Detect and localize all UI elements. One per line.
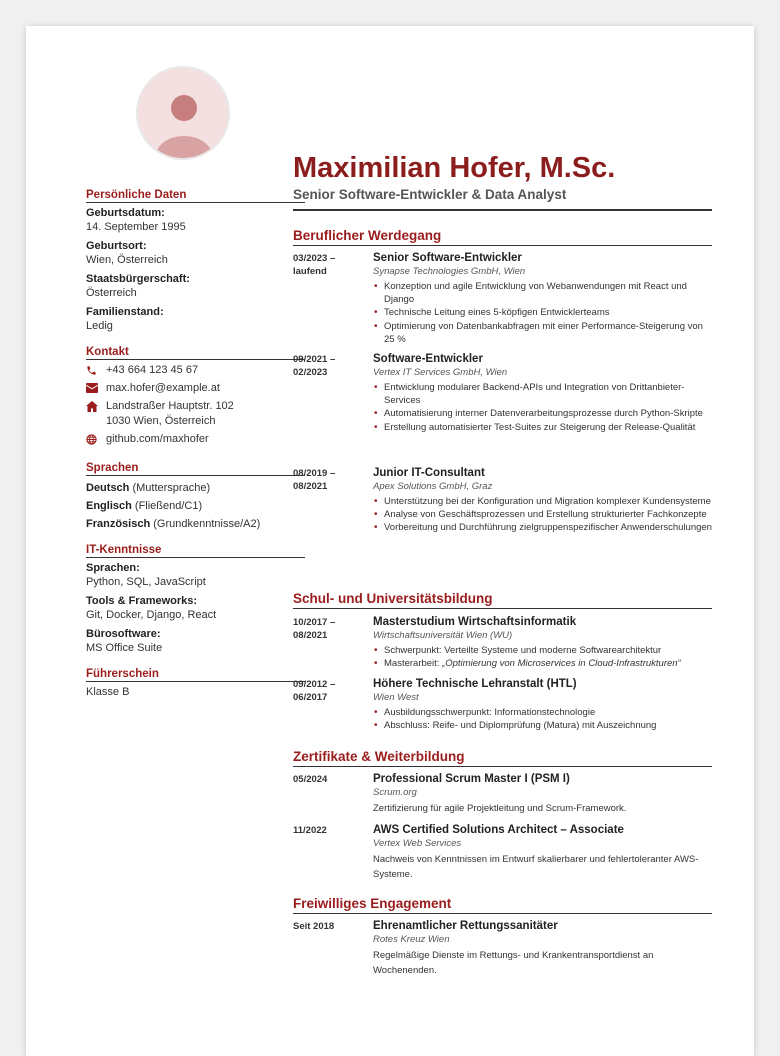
avatar-body (155, 136, 213, 160)
contact-phone (86, 363, 305, 378)
resume-page (26, 26, 754, 1056)
entry-bullets (373, 381, 712, 434)
entry-date: 09/2021 – 02/2023 (293, 354, 336, 378)
entry-description: Zertifizierung für agile Projektleitung und Scrum-Framework. (373, 803, 627, 814)
entry-title: Senior Software-Entwickler (373, 252, 522, 264)
entry-title: Junior IT-Consultant (373, 467, 485, 479)
list-item: • Abschluss: Reife- und Diplomprüfung (Matura) mit Auszeichnung (373, 719, 712, 732)
skill-value: MS Office Suite (86, 642, 163, 654)
education-heading: Schul- und Universitätsbildung (293, 591, 712, 609)
license-value: Klasse B (86, 686, 130, 698)
list-item: • Erstellung automatisierter Test-Suites zur Steigerung der Release-Qualität (373, 421, 712, 434)
language-item (86, 515, 305, 533)
contact-address (86, 399, 305, 429)
skill-label: Tools & Frameworks: (86, 595, 198, 607)
contact-web (86, 432, 305, 447)
section-heading: Sprachen (86, 462, 305, 476)
list-item: • Konzeption und agile Entwicklung von Webanwendungen mit React und Django (373, 280, 712, 306)
birthdate-label: Geburtsdatum: (86, 207, 165, 219)
phone-number[interactable]: +43 664 123 45 67 (106, 364, 199, 376)
entry-date: 11/2022 (293, 825, 327, 836)
citizenship-label: Staatsbürgerschaft: (86, 273, 190, 285)
entry-organization: Vertex Web Services (373, 838, 462, 849)
birthdate-value: 14. September 1995 (86, 221, 186, 233)
entry-date: 10/2017 – 08/2021 (293, 617, 336, 641)
email-address[interactable]: max.hofer@example.at (106, 382, 220, 394)
experience-heading: Beruflicher Werdegang (293, 228, 712, 246)
list-item: • Unterstützung bei der Konfiguration und Migration komplexer Kundensysteme (373, 495, 712, 508)
birthplace-label: Geburtsort: (86, 240, 147, 252)
contact-email (86, 381, 305, 396)
entry-description: Nachweis von Kenntnissen im Entwurf skalierbarer und fehlertoleranter AWS-Systeme. (373, 854, 699, 880)
entry-bullets (373, 706, 712, 732)
volunteer-heading: Freiwilliges Engagement (293, 896, 712, 914)
thesis-title: „Optimierung von Microservices in Cloud-Infrastrukturen“ (442, 658, 681, 670)
avatar-head (171, 95, 197, 121)
entry-organization: Vertex IT Services GmbH, Wien (373, 367, 508, 378)
language-name: Englisch (86, 500, 132, 512)
birthplace-value: Wien, Österreich (86, 254, 168, 266)
entry-title: Professional Scrum Master I (PSM I) (373, 773, 570, 785)
list-item: • Vorbereitung und Durchführung zielgruppenspezifischer Anwenderschulungen (373, 521, 712, 534)
list-item: • Automatisierung interner Datenverarbeitungsprozesse durch Python-Skripte (373, 407, 712, 420)
languages-section (86, 462, 305, 533)
contact-section (86, 346, 305, 447)
language-item (86, 479, 305, 497)
marital-status-label: Familienstand: (86, 306, 164, 318)
certificates-heading: Zertifikate & Weiterbildung (293, 749, 712, 767)
list-item: • Technische Leitung eines 5-köpfigen Entwicklerteams (373, 306, 712, 319)
language-level: (Muttersprache) (132, 482, 211, 494)
section-heading: Persönliche Daten (86, 189, 305, 203)
entry-bullets (373, 495, 712, 535)
address-line-1: Landstraßer Hauptstr. 102 (106, 400, 234, 412)
page-title: Maximilian Hofer, M.Sc. (293, 152, 616, 184)
globe-icon (86, 432, 106, 445)
section-heading: IT-Kenntnisse (86, 544, 305, 558)
citizenship-value: Österreich (86, 287, 137, 299)
list-item: • Entwicklung modularer Backend-APIs und Integration von Drittanbieter-Services (373, 381, 712, 407)
skill-value: Python, SQL, JavaScript (86, 576, 206, 588)
page-subtitle: Senior Software-Entwickler & Data Analyst (293, 187, 567, 202)
home-icon (86, 399, 106, 412)
list-item-thesis: • Masterarbeit: „Optimierung von Microservices in Cloud-Infrastrukturen“ (373, 657, 712, 670)
list-item: • Schwerpunkt: Verteilte Systeme und moderne Softwarearchitektur (373, 644, 712, 657)
entry-date: 05/2024 (293, 774, 328, 785)
section-heading: Kontakt (86, 346, 305, 360)
list-item: • Ausbildungsschwerpunkt: Informationstechnologie (373, 706, 712, 719)
language-name: Französisch (86, 518, 151, 530)
entry-date: Seit 2018 (293, 921, 335, 932)
entry-description: Regelmäßige Dienste im Rettungs- und Krankentransportdienst an Wochenenden. (373, 950, 654, 976)
it-skills-section (86, 544, 305, 655)
entry-organization: Scrum.org (373, 787, 417, 798)
entry-title: Ehrenamtlicher Rettungssanitäter (373, 920, 558, 932)
skill-label: Bürosoftware: (86, 628, 161, 640)
entry-bullets (373, 280, 712, 346)
entry-bullets (373, 644, 712, 670)
address (106, 399, 234, 429)
entry-date: 08/2019 – 08/2021 (293, 468, 336, 492)
section-heading: Führerschein (86, 668, 305, 682)
personal-data-section (86, 189, 305, 333)
license-section (86, 668, 305, 699)
entry-date: 09/2012 – 06/2017 (293, 679, 336, 703)
entry-organization: Wien West (373, 692, 419, 703)
language-item (86, 497, 305, 515)
entry-organization: Apex Solutions GmbH, Graz (373, 481, 493, 492)
language-name: Deutsch (86, 482, 130, 494)
entry-organization: Rotes Kreuz Wien (373, 934, 450, 945)
entry-organization: Synapse Technologies GmbH, Wien (373, 266, 526, 277)
title-divider (293, 209, 712, 211)
list-item: • Optimierung von Datenbankabfragen mit einer Performance-Steigerung von 25 % (373, 320, 712, 346)
entry-title: AWS Certified Solutions Architect – Associate (373, 824, 624, 836)
skill-label: Sprachen: (86, 562, 140, 574)
envelope-icon (86, 381, 106, 393)
entry-title: Höhere Technische Lehranstalt (HTL) (373, 678, 577, 690)
github-link[interactable]: github.com/maxhofer (106, 433, 209, 445)
language-level: (Grundkenntnisse/A2) (153, 518, 261, 530)
entry-organization: Wirtschaftsuniversität Wien (WU) (373, 630, 513, 641)
list-item: • Analyse von Geschäftsprozessen und Erstellung strukturierter Fachkonzepte (373, 508, 712, 521)
entry-date: 03/2023 – laufend (293, 253, 336, 277)
avatar (136, 66, 230, 160)
phone-icon (86, 363, 106, 376)
entry-title: Masterstudium Wirtschaftsinformatik (373, 616, 577, 628)
marital-status-value: Ledig (86, 320, 113, 332)
entry-title: Software-Entwickler (373, 353, 483, 365)
skill-value: Git, Docker, Django, React (86, 609, 217, 621)
address-line-2: 1030 Wien, Österreich (106, 415, 216, 427)
language-level: (Fließend/C1) (134, 500, 203, 512)
